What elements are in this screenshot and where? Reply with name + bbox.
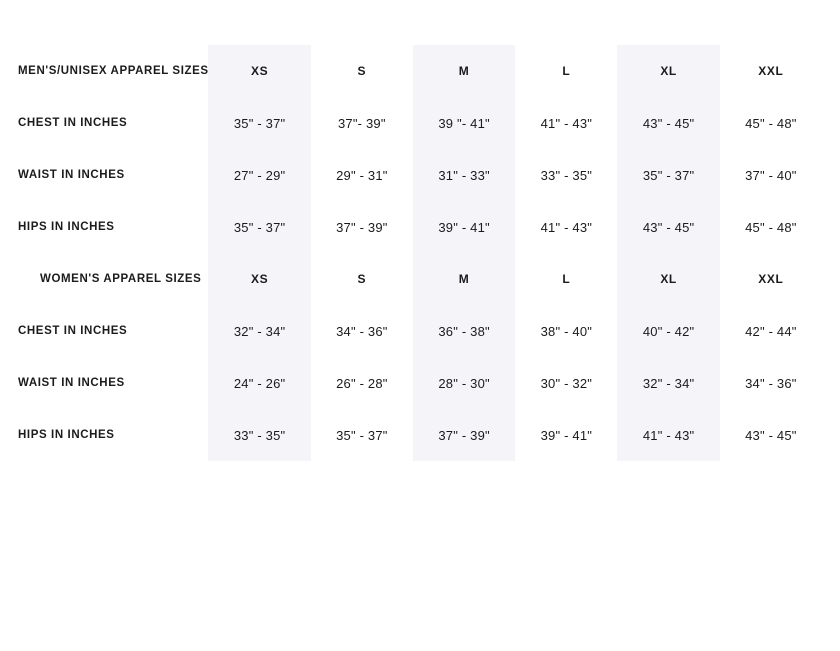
cell-womens-chest-l: 38" - 40" bbox=[515, 305, 617, 357]
table-row-mens-header bbox=[18, 45, 822, 97]
womens-col-xl: XL bbox=[617, 253, 719, 305]
table-row bbox=[18, 305, 822, 357]
cell-womens-waist-l: 30" - 32" bbox=[515, 357, 617, 409]
row-label-womens-waist: WAIST IN INCHES bbox=[18, 357, 208, 409]
mens-col-xxl: XXL bbox=[720, 45, 822, 97]
cell-mens-hips-xl: 43" - 45" bbox=[617, 201, 719, 253]
table-row bbox=[18, 357, 822, 409]
row-label-womens-hips: HIPS IN INCHES bbox=[18, 409, 208, 461]
cell-womens-waist-m: 28" - 30" bbox=[413, 357, 515, 409]
womens-col-xs: XS bbox=[208, 253, 310, 305]
womens-col-s: S bbox=[311, 253, 413, 305]
cell-womens-hips-l: 39" - 41" bbox=[515, 409, 617, 461]
cell-womens-waist-xl: 32" - 34" bbox=[617, 357, 719, 409]
cell-mens-chest-l: 41" - 43" bbox=[515, 97, 617, 149]
womens-section-title: WOMEN'S APPAREL SIZES bbox=[18, 253, 208, 305]
cell-mens-hips-l: 41" - 43" bbox=[515, 201, 617, 253]
mens-col-xs: XS bbox=[208, 45, 310, 97]
row-label-mens-waist: WAIST IN INCHES bbox=[18, 149, 208, 201]
mens-col-s: S bbox=[311, 45, 413, 97]
cell-mens-waist-l: 33" - 35" bbox=[515, 149, 617, 201]
cell-womens-waist-s: 26" - 28" bbox=[311, 357, 413, 409]
womens-col-m: M bbox=[413, 253, 515, 305]
cell-mens-hips-m: 39" - 41" bbox=[413, 201, 515, 253]
cell-mens-hips-s: 37" - 39" bbox=[311, 201, 413, 253]
table-row bbox=[18, 201, 822, 253]
cell-mens-hips-xs: 35" - 37" bbox=[208, 201, 310, 253]
table-row bbox=[18, 409, 822, 461]
cell-mens-waist-s: 29" - 31" bbox=[311, 149, 413, 201]
cell-mens-chest-xs: 35" - 37" bbox=[208, 97, 310, 149]
cell-mens-waist-xxl: 37" - 40" bbox=[720, 149, 822, 201]
cell-womens-hips-m: 37" - 39" bbox=[413, 409, 515, 461]
cell-mens-chest-xxl: 45" - 48" bbox=[720, 97, 822, 149]
cell-womens-hips-xs: 33" - 35" bbox=[208, 409, 310, 461]
mens-section-title: MEN'S/UNISEX APPAREL SIZES bbox=[18, 45, 208, 97]
cell-womens-chest-xl: 40" - 42" bbox=[617, 305, 719, 357]
mens-col-m: M bbox=[413, 45, 515, 97]
cell-womens-chest-xs: 32" - 34" bbox=[208, 305, 310, 357]
table-row bbox=[18, 97, 822, 149]
cell-womens-waist-xs: 24" - 26" bbox=[208, 357, 310, 409]
cell-mens-hips-xxl: 45" - 48" bbox=[720, 201, 822, 253]
cell-mens-waist-m: 31" - 33" bbox=[413, 149, 515, 201]
cell-mens-chest-m: 39 "- 41" bbox=[413, 97, 515, 149]
womens-col-xxl: XXL bbox=[720, 253, 822, 305]
cell-womens-waist-xxl: 34" - 36" bbox=[720, 357, 822, 409]
table-row-womens-header bbox=[18, 253, 822, 305]
table-row bbox=[18, 149, 822, 201]
mens-col-xl: XL bbox=[617, 45, 719, 97]
row-label-mens-chest: CHEST IN INCHES bbox=[18, 97, 208, 149]
size-chart-table bbox=[18, 45, 822, 461]
womens-col-l: L bbox=[515, 253, 617, 305]
cell-mens-waist-xl: 35" - 37" bbox=[617, 149, 719, 201]
row-label-womens-chest: CHEST IN INCHES bbox=[18, 305, 208, 357]
cell-mens-waist-xs: 27" - 29" bbox=[208, 149, 310, 201]
cell-womens-chest-xxl: 42" - 44" bbox=[720, 305, 822, 357]
mens-col-l: L bbox=[515, 45, 617, 97]
cell-womens-hips-xl: 41" - 43" bbox=[617, 409, 719, 461]
cell-mens-chest-xl: 43" - 45" bbox=[617, 97, 719, 149]
cell-womens-hips-s: 35" - 37" bbox=[311, 409, 413, 461]
cell-womens-chest-m: 36" - 38" bbox=[413, 305, 515, 357]
cell-mens-chest-s: 37"- 39" bbox=[311, 97, 413, 149]
row-label-mens-hips: HIPS IN INCHES bbox=[18, 201, 208, 253]
cell-womens-chest-s: 34" - 36" bbox=[311, 305, 413, 357]
cell-womens-hips-xxl: 43" - 45" bbox=[720, 409, 822, 461]
